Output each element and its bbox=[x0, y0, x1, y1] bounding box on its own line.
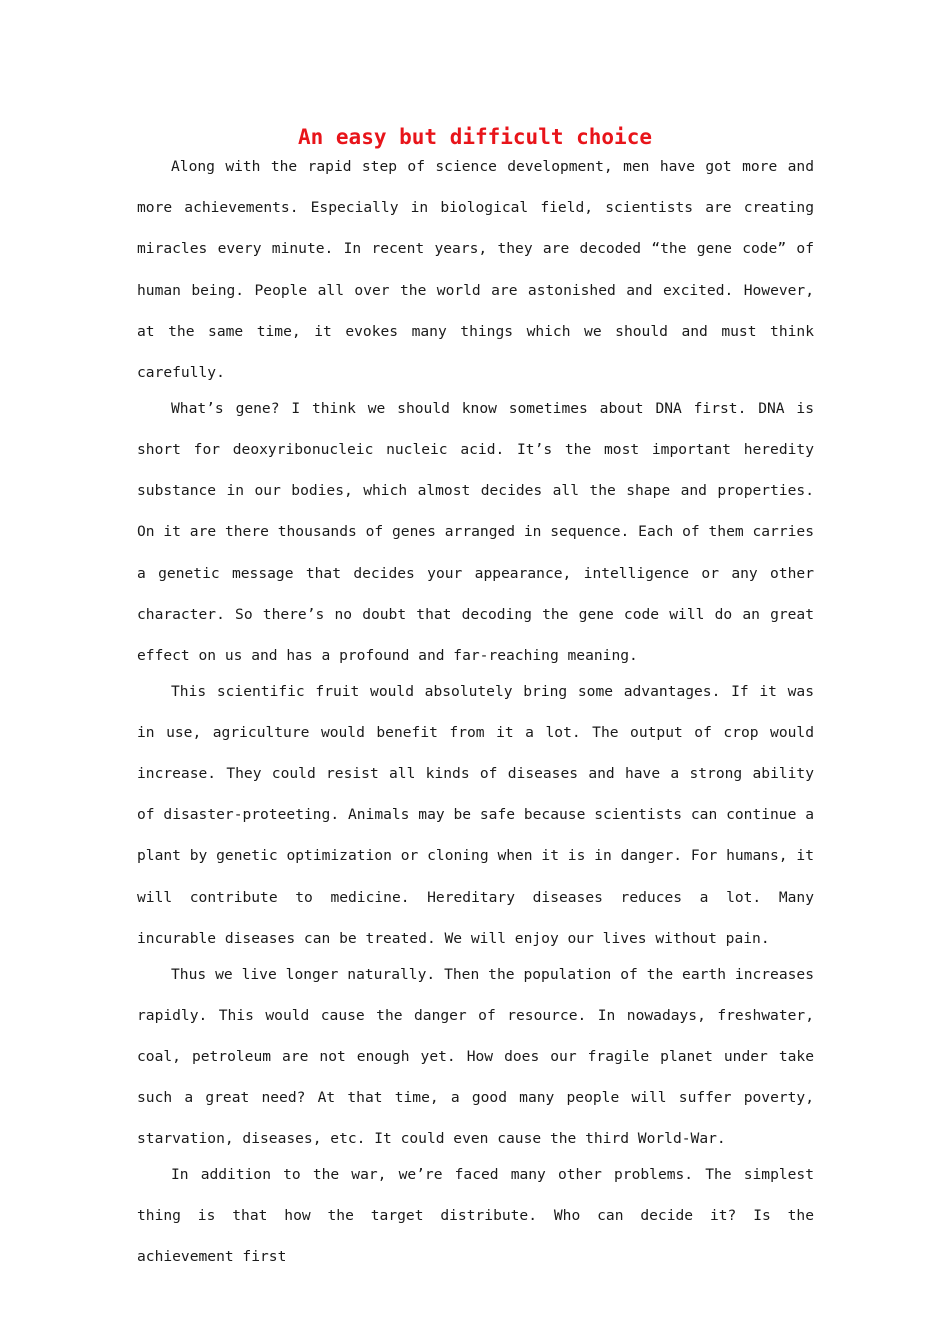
paragraph-1: Along with the rapid step of science development, men have got more and more achievements. Especially in biological field, scientists are creating miracles every minute. In recent years, they are decoded “the gene code” of human being. People all over the world are astonished and excited. However, at the same time, it evokes many things which we should and must think carefully. bbox=[137, 158, 814, 382]
paragraph-5: In addition to the war, we’re faced many other problems. The simplest thing is that how the target distribute. Who can decide it? Is the achievement first bbox=[137, 1166, 814, 1266]
paragraph-2: What’s gene? I think we should know sometimes about DNA first. DNA is short for deoxyribonucleic nucleic acid. It’s the most important heredity substance in our bodies, which almost decides all the shape and properties. On it are there thousands of genes arranged in sequence. Each of them carries a genetic message that decides your appearance, intelligence or any other character. So there’s no doubt that decoding the gene code will do an great effect on us and has a profound and far-reaching meaning. bbox=[137, 399, 814, 664]
document-body bbox=[137, 146, 814, 1272]
document-title: An easy but difficult choice bbox=[297, 125, 652, 149]
paragraph-4: Thus we live longer naturally. Then the population of the earth increases rapidly. This would cause the danger of resource. In nowadays, freshwater, coal, petroleum are not enough yet. How does our fragile planet under take such a great need? At that time, a good many people will suffer poverty, starvation, diseases, etc. It could even cause the third World-War. bbox=[137, 965, 814, 1148]
paragraph-3: This scientific fruit would absolutely bring some advantages. If it was in use, agriculture would benefit from it a lot. The output of crop would increase. They could resist all kinds of diseases and have a strong ability of disaster-proteeting. Animals may be safe because scientists can continue a plant by genetic optimization or cloning when it is in danger. For humans, it will contribute to medicine. Hereditary diseases reduces a lot. Many incurable diseases can be treated. We will enjoy our lives without pain. bbox=[137, 682, 814, 947]
